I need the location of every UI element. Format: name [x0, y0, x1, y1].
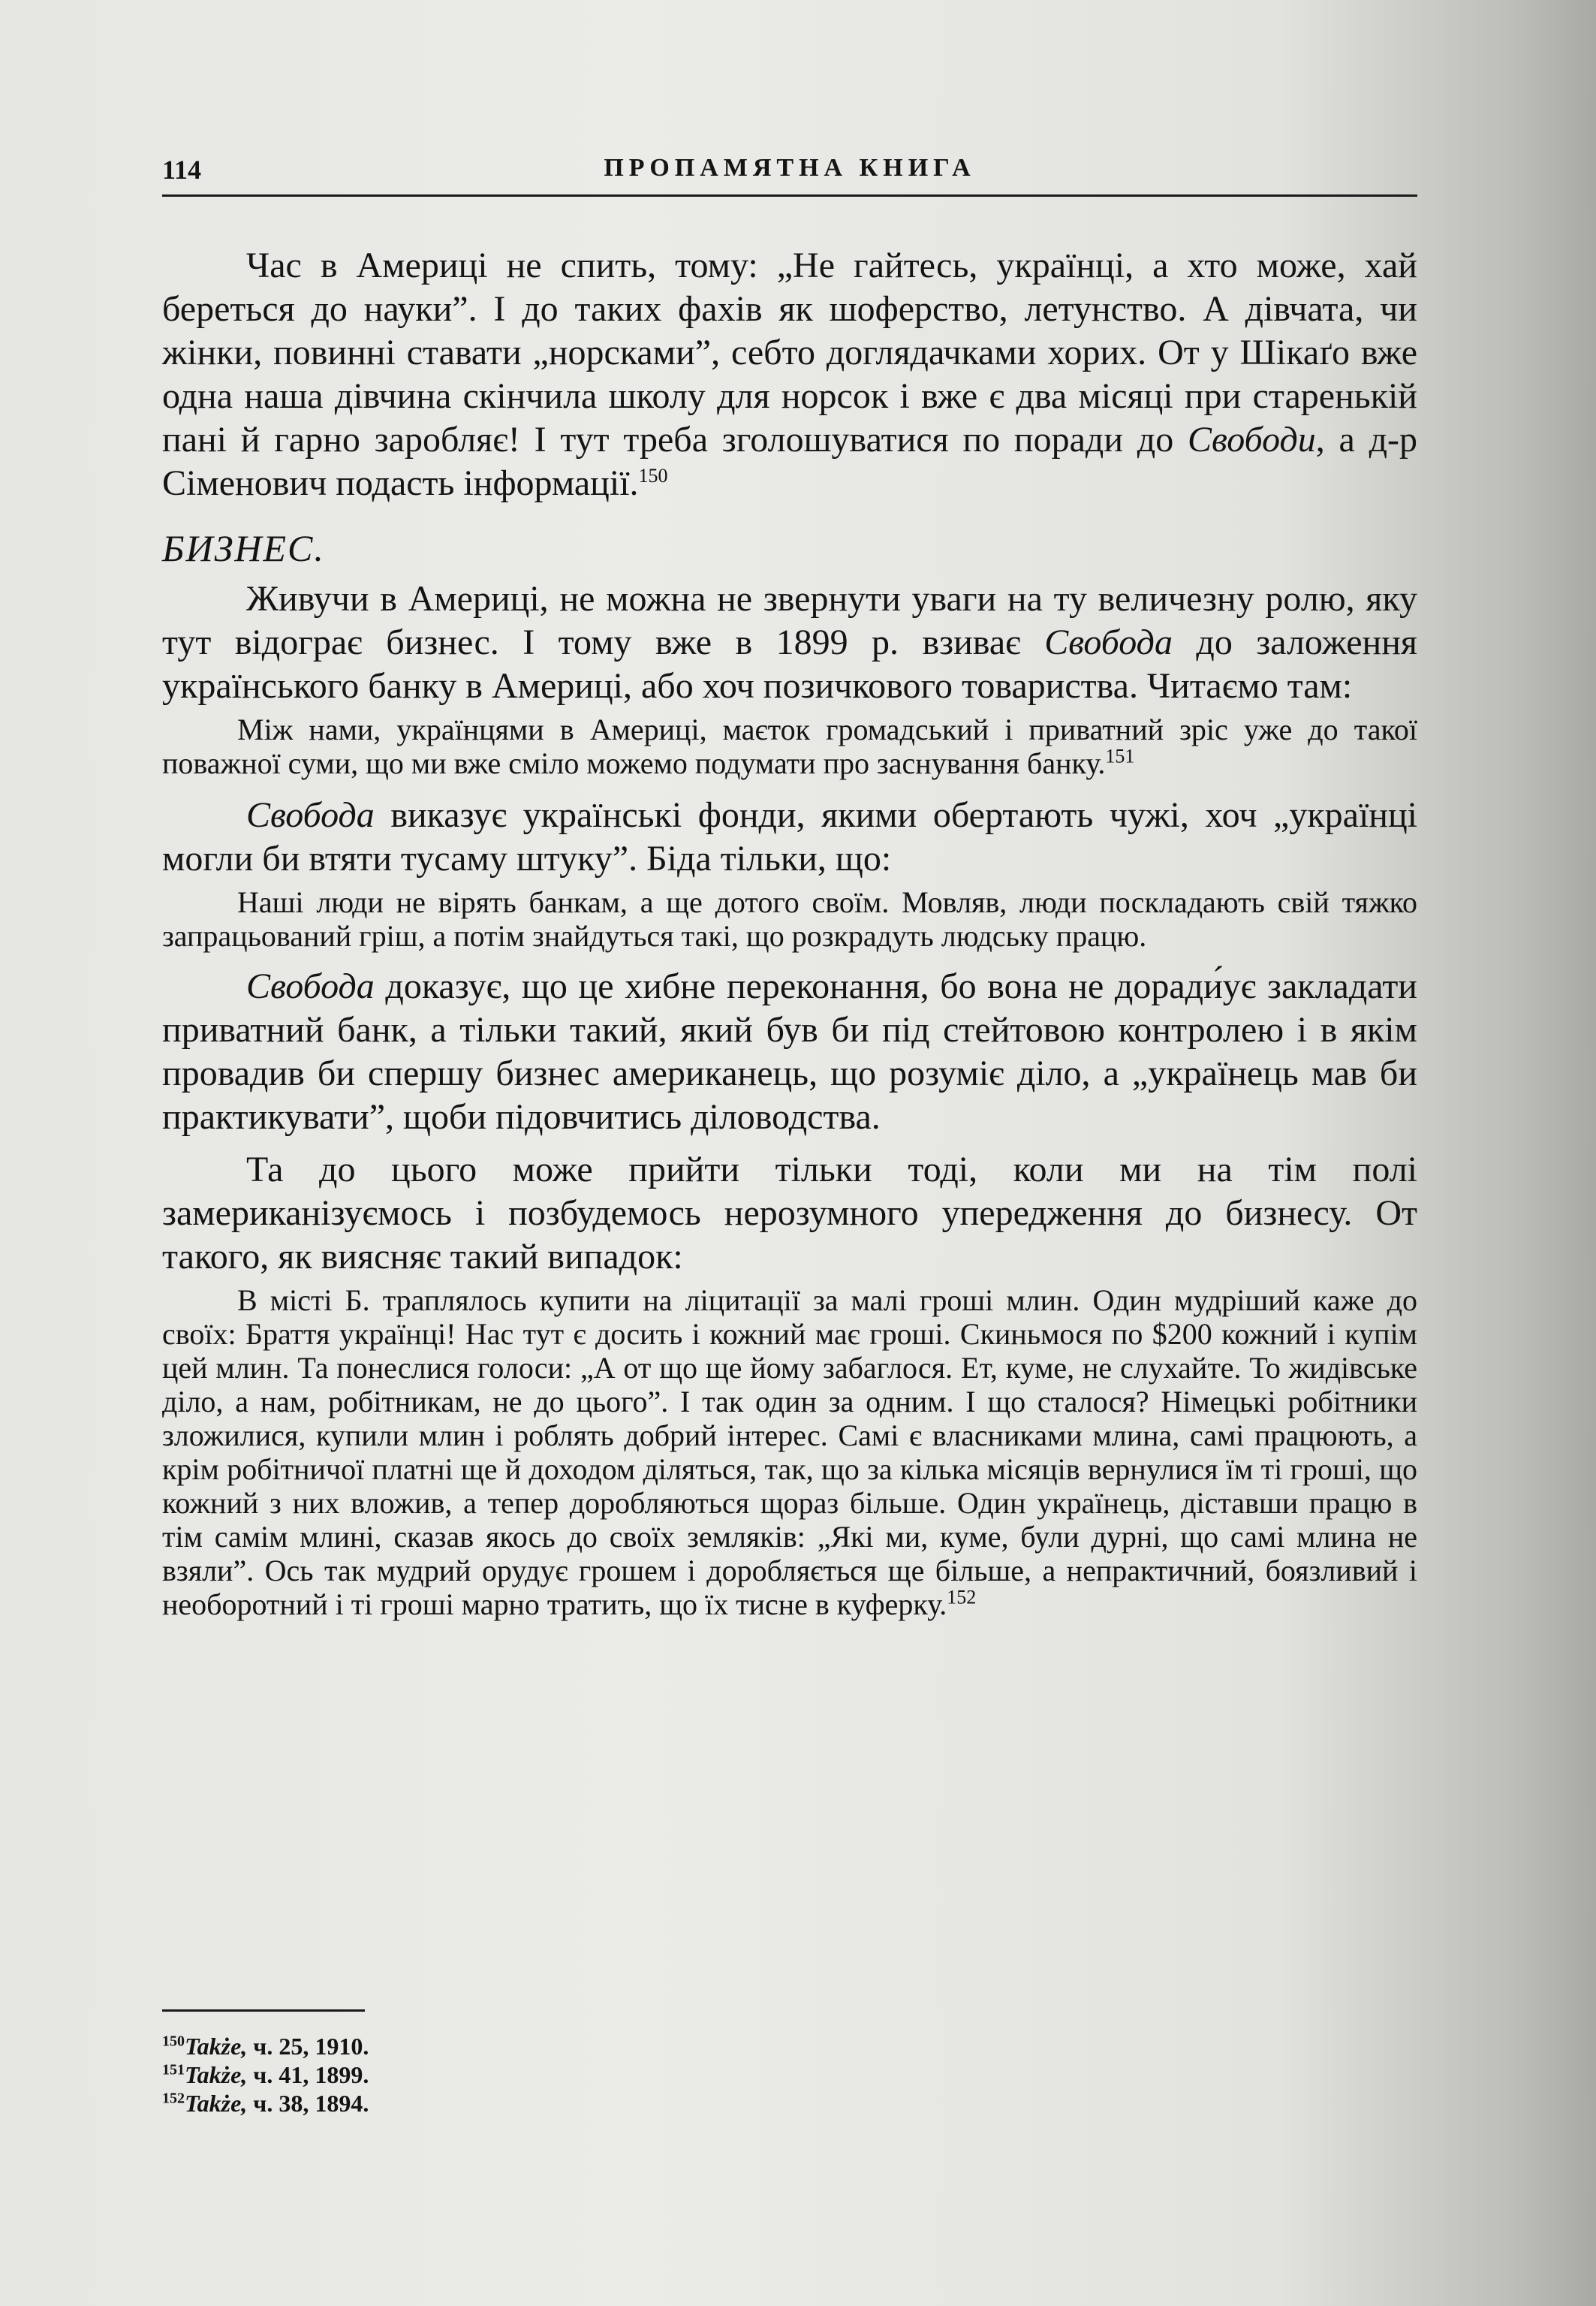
paragraph-3: Свобода виказує українські фонди, якими обертають чужі, хоч „українці могли би втяти тусаму штуку”. Біда тільки, що:	[162, 795, 1418, 879]
footnote-150: $^{150}$Także, ч. 25, 1910.	[162, 2033, 369, 2060]
quote-3: В місті Б. траплялось купити на ліцитації за малі гроші млин. Один мудріший каже до своїх: Браття українці! Нас тут є досить і кожний має гроші. Скиньмося по $200 кожний і купім цей млин. Та понеслися голоси: „А от що ще йому забаглося. Ет, куме, не слухайте. То жидівське діло, а нам, робітникам, не до цього”. І так один за одним. І що сталося? Німецькі робітники зложилися, купили млин і роблять добрий інтерес. Самі є власниками млина, самі працюють, а крім робітничої платні ще й доходом діляться, так, що за кілька місяців вернулися їм ті гроші, що кожний з них вложив, а тепер доробляються щораз більше. Один українець, діставши працю в тім самім млині, сказав якось до своїх земляків: „Які ми, куме, були дурні, що самі млина не взяли”. Ось так мудрий орудує грошем і доробляється ще більше, а непрактичний, боязливий і необоротний і ті гроші марно тратить, що їх тисне в куферку.$^{152}$	[162, 1283, 1417, 1621]
footnote-152: $^{152}$Także, ч. 38, 1894.	[162, 2090, 369, 2117]
body-text	[162, 244, 1417, 1621]
footnote-ref-152: 152	[947, 1586, 977, 1608]
footnote-151: $^{151}$Także, ч. 41, 1899.	[162, 2061, 369, 2088]
footnote-ref-150: 150	[638, 465, 668, 487]
quote-1: Між нами, українцями в Америці, маєток громадський і приватний зріс уже до такої поважної суми, що ми вже сміло можемо подумати про заснування банку.$^{151}$	[162, 713, 1417, 780]
section-heading: БИЗНЕС.	[162, 527, 325, 569]
footnote-ref-151: 151	[1105, 745, 1135, 767]
footnotes	[162, 2032, 369, 2118]
running-title: ПРОПАМЯТНА КНИГА	[604, 154, 976, 182]
paragraph-2: Живучи в Америці, не можна не звернути уваги на ту величезну ролю, яку тут відограє бизнес. І тому вже в 1899 р. взиває Свобода до заложення українського банку в Америці, або хоч позичкового товариства. Читаємо там:	[162, 579, 1418, 706]
page-number: 114	[162, 155, 202, 185]
quote-2: Наші люди не вірять банкам, а ще дотого своїм. Мовляв, люди посклaдають свій тяжко запрацьований гріш, а потім знайдуться такі, що розкрадуть людську працю.	[162, 885, 1417, 953]
paragraph-4: Свобода доказує, що це хибне переконання, бо вона не доради́ує закладати приватний банк, а тільки такий, який був би під стейтовою контролею і в якім провадив би спершу бизнес американець, що розуміє діло, а „українець мав би практикувати”, щоби підовчитись діловодства.	[162, 966, 1417, 1137]
page-header	[162, 154, 1417, 197]
paragraph-5: Та до цього може прийти тільки тоді, коли ми на тім полі замериканізуємось і позбудемось нерозумного упередження до бизнесу. От такого, як виясняє такий випадок:	[162, 1150, 1417, 1277]
paragraph-1: Час в Америці не спить, тому: „Не гайтесь, українці, а хто може, хай береться до науки”. І до таких фахів як шоферство, летунство. А дівчата, чи жінки, повинні ставати „норсками”, себто доглядачками хорих. От у Шікаґо вже одна наша дівчина скінчила школу для норсок і вже є два місяці при старенькій пані й гарно заробляє! І тут треба зголошуватися по поради до Свободи, а д-р Сіменович подасть інформації.$^{150}$	[162, 246, 1418, 503]
footnote-rule	[162, 2009, 365, 2012]
